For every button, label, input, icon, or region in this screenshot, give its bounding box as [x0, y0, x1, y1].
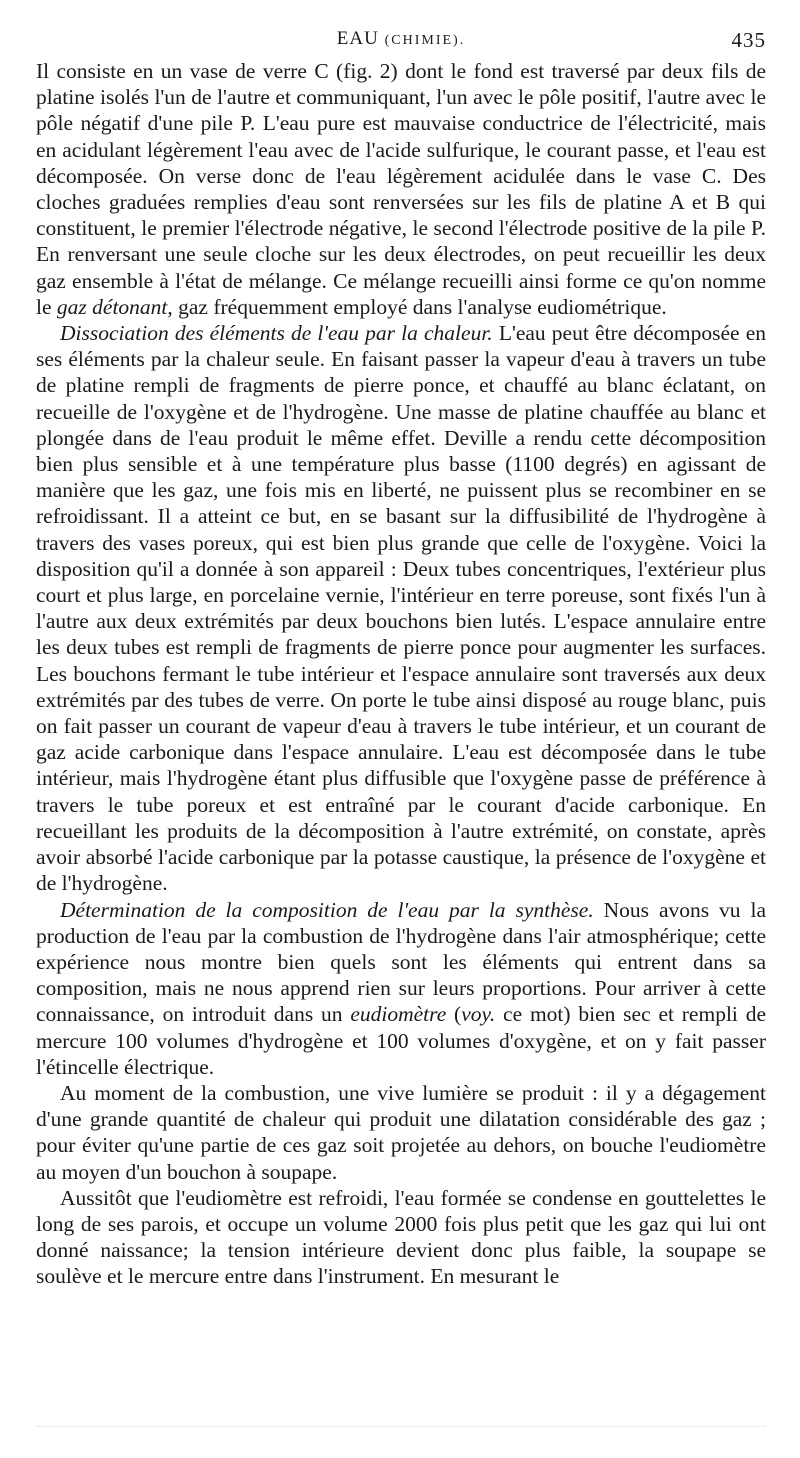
term-voy: voy. [461, 1002, 496, 1027]
running-title-main: EAU [336, 28, 379, 49]
paragraph-text-tail: , gaz fréquemment employé dans l'analyse eudiométrique. [167, 294, 667, 319]
paragraph-text: Il consiste en un vase de verre C (fig. 2) dont le fond est traversé par deux fils de platine isolés l'un de l'autre et communiquant, l'un avec le pôle positif, l'autre avec le pôle négatif d'une pile P. L'eau pure est mauvaise conductrice de l'électricité, mais en acidulant légèrement l'eau avec de l'acide sulfurique, le courant passe, et l'eau est décomposée. On verse donc de l'eau légèrement acidulée dans le vase C. Des cloches graduées remplies d'eau sont renversées sur les fils de platine A et B qui constituent, le premier l'électrode négative, le second l'électrode positive de la pile P. En renversant une seule cloche sur les deux électrodes, on peut recueillir les deux gaz ensemble à l'état de mélange. Ce mélange recueilli ainsi forme ce qu'on nomme le [36, 59, 766, 319]
running-title-paren: (CHIMIE). [384, 33, 466, 48]
paragraph-text-tail: ce mot) bien sec et rempli de mercure 100 volumes d'hydrogène et 100 volumes d'oxygène, et on y fait passer l'étincelle électrique. [36, 1002, 766, 1079]
running-header [36, 28, 766, 58]
paragraph-text-mid: ( [446, 1002, 462, 1027]
paragraph-dissociation [36, 320, 766, 896]
page-number: 435 [731, 28, 766, 52]
body-text [36, 58, 766, 1290]
paragraph-text: Aussitôt que l'eudiomètre est refroidi, l'eau formée se condense en gouttelettes le long de ses parois, et occupe un volume 2000 fois plus petit que les gaz qui lui ont donné naissance; la tension intérieure devient donc plus faible, la soupape se soulève et le mercure entre dans l'instrument. En mesurant le [36, 1185, 766, 1289]
term-gaz-detonant: gaz détonant [56, 294, 168, 319]
page-bottom-noise [36, 1418, 766, 1427]
running-title [36, 28, 766, 50]
paragraph-text: L'eau peut être décomposée en ses éléments par la chaleur seule. En faisant passer la vapeur d'eau à travers un tube de platine rempli de fragments de pierre ponce, et chauffé au blanc éclatant, on recueille de l'oxygène et de l'hydrogène. Une masse de platine chauffée au blanc et plongée dans de l'eau produit le même effet. Deville a rendu cette décomposition bien plus sensible et à une température plus basse (1100 degrés) en agissant de manière que les gaz, une fois mis en liberté, ne puissent plus se recombiner en se refroidissant. Il a atteint ce but, en se basant sur la diffusibilité de l'hydrogène à travers des vases poreux, qui est bien plus grande que celle de l'oxygène. Voici la disposition qu'il a donnée à son appareil : Deux tubes concentriques, l'extérieur plus court et plus large, en porcelaine vernie, l'intérieur en terre poreuse, sont fixés l'un à l'autre aux deux extrémités par deux bouchons bien lutés. L'espace annulaire entre les deux tubes est rempli de fragments de pierre ponce pour augmenter les surfaces. Les bouchons fermant le tube intérieur et l'espace annulaire sont traversés aux deux extrémités par des tubes de verre. On porte le tube ainsi disposé au rouge blanc, puis on fait passer un courant de vapeur d'eau à travers le tube intérieur, et un courant de gaz acide carbonique dans l'espace annulaire. L'eau est décomposée dans le tube intérieur, mais l'hydrogène étant plus diffusible que l'oxygène passe de préférence à travers le tube poreux et est entraîné par le courant d'acide carbonique. En recueillant les produits de la décomposition à l'autre extrémité, on constate, après avoir absorbé l'acide carbonique par la potasse caustique, la présence de l'oxygène et de l'hydrogène. [36, 321, 766, 896]
paragraph-text: Nous avons vu la production de l'eau par la combustion de l'hydrogène dans l'air atmosphérique; cette expérience nous montre bien quels sont les éléments qui entrent dans sa composition, mais ne nous apprend rien sur leurs proportions. Pour arriver à cette connaissance, on introduit dans un [36, 897, 767, 1027]
term-eudiometre: eudiomètre [350, 1002, 447, 1027]
paragraph-condensation [36, 1185, 766, 1290]
paragraph-synthesis [36, 897, 766, 1080]
section-heading-synthesis: Détermination de la composition de l'eau par la synthèse. [60, 897, 594, 922]
section-heading-dissociation: Dissociation des éléments de l'eau par la chaleur. [60, 321, 493, 346]
page [36, 28, 766, 1290]
paragraph-combustion [36, 1080, 766, 1185]
paragraph-electrolysis [36, 58, 766, 320]
paragraph-text: Au moment de la combustion, une vive lumière se produit : il y a dégagement d'une grande quantité de chaleur qui produit une dilatation considérable des gaz ; pour éviter qu'une partie de ces gaz soit projetée au dehors, on bouche l'eudiomètre au moyen d'un bouchon à soupape. [36, 1080, 766, 1184]
